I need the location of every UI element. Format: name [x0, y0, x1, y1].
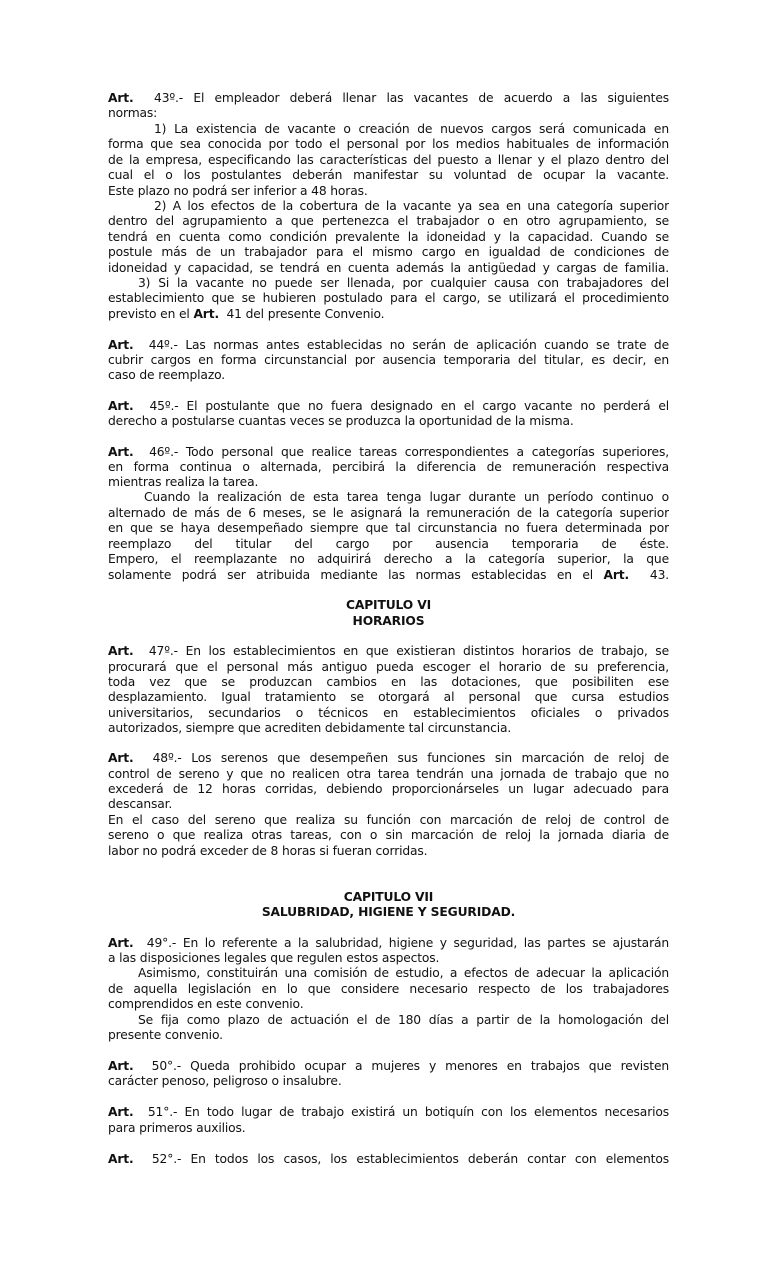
art-number: 48º.- — [152, 751, 182, 765]
art-47-line: autorizados, siempre que acrediten debidamente tal circunstancia. — [108, 721, 512, 735]
art-43-line: establecimiento que se hubieren postulado para el cargo, se utilizará el procedimiento — [108, 291, 669, 305]
art-49-line: Asimismo, constituirán una comisión de estudio, a efectos de adecuar la aplicación — [138, 966, 669, 980]
art-43-line: dentro del agrupamiento a que pertenezca el trabajador o en otro agrupamiento, se — [108, 214, 669, 228]
art-47-line: procurará que el personal más antiguo pueda escoger el horario de su preferencia, — [108, 660, 669, 674]
art-label: Art. — [108, 445, 134, 459]
art-ref: Art. — [603, 568, 629, 582]
art-48-line: En el caso del sereno que realiza su función con marcación de reloj de control de — [108, 813, 669, 827]
art-46-line: en forma continua o alternada, percibirá la diferencia de remuneración respectiva — [108, 460, 669, 474]
art-43-line: postule más de un trabajador para el mismo cargo en igualdad de condiciones de — [108, 245, 669, 259]
art-49-line: comprendidos en este convenio. — [108, 997, 304, 1011]
art-49-line: Se fija como plazo de actuación el de 180 días a partir de la homologación del — [138, 1013, 669, 1027]
art-43-line: idoneidad y capacidad, se tendrá en cuenta además la antigüedad y cargas de familia. — [108, 261, 669, 275]
text: En todos los casos, los establecimientos deberán contar con elementos — [190, 1152, 669, 1166]
chapter-title: CAPITULO VI — [345, 598, 432, 612]
art-48-line: control de sereno y que no realicen otra tarea tendrán una jornada de trabajo que no — [108, 767, 669, 781]
art-number: 52°.- — [151, 1152, 182, 1166]
art-number: 45º.- — [149, 399, 179, 413]
text: El postulante que no fuera designado en el cargo vacante no perderá el — [186, 399, 669, 413]
art-50-line — [108, 1059, 669, 1074]
text: 43. — [649, 568, 669, 582]
art-43-line — [108, 91, 669, 106]
art-46-line: mientras realiza la tarea. — [108, 475, 259, 489]
art-46-line — [108, 445, 669, 460]
art-46-line: en que se haya desempeñado siempre que tal circunstancia no fuera determinada por — [108, 521, 669, 535]
art-48-line: labor no podrá exceder de 8 horas si fueran corridas. — [108, 844, 428, 858]
art-47-line — [108, 644, 669, 659]
art-47-line: toda vez que se produzcan cambios en las dotaciones, que posibiliten ese — [108, 675, 669, 689]
art-label: Art. — [108, 751, 134, 765]
art-46-line: reemplazo del titular del cargo por ausencia temporaria de éste. — [108, 537, 669, 551]
art-48-line: descansar. — [108, 797, 173, 811]
art-51-line: para primeros auxilios. — [108, 1121, 246, 1135]
art-49-line: presente convenio. — [108, 1028, 223, 1042]
art-43-line: forma que sea conocida por todo el personal por los medios habituales de información — [108, 137, 669, 151]
art-43-line — [108, 307, 669, 322]
art-49-line: a las disposiciones legales que regulen estos aspectos. — [108, 951, 440, 965]
art-52-line — [108, 1152, 669, 1167]
art-ref: Art. — [193, 307, 219, 321]
art-43-line: cual el o los postulantes deberán manifestar su voluntad de ocupar la vacante. — [108, 168, 669, 182]
art-48-line: excederá de 12 horas corridas, debiendo proporcionárseles un lugar adecuado para — [108, 782, 669, 796]
art-45-line — [108, 399, 669, 414]
chapter-subtitle: SALUBRIDAD, HIGIENE Y SEGURIDAD. — [261, 905, 516, 919]
art-number: 51°.- — [147, 1105, 178, 1119]
art-51-line — [108, 1105, 669, 1120]
chapter-title: CAPITULO VII — [343, 890, 434, 904]
art-45-line: derecho a postularse cuantas veces se produzca la oportunidad de la misma. — [108, 414, 574, 428]
art-number: 43º.- — [154, 91, 184, 105]
art-43-line: normas: — [108, 106, 158, 120]
art-43-line: 3) Si la vacante no puede ser llenada, por cualquier causa con trabajadores del — [138, 276, 669, 290]
art-label: Art. — [108, 1059, 134, 1073]
art-46-line: Empero, el reemplazante no adquirirá derecho a la categoría superior, la que — [108, 552, 669, 566]
art-49-line — [108, 936, 669, 951]
art-50-line: carácter penoso, peligroso o insalubre. — [108, 1074, 342, 1088]
art-label: Art. — [108, 399, 134, 413]
art-47-line: desplazamiento. Igual tratamiento se otorgará al personal que cursa estudios — [108, 690, 669, 704]
art-47-line: universitarios, secundarios o técnicos en establecimientos oficiales o privados — [108, 706, 669, 720]
art-43-line: 2) A los efectos de la cobertura de la vacante ya sea en una categoría superior — [154, 199, 669, 213]
chapter-subtitle: HORARIOS — [352, 614, 425, 628]
text: 41 del presente Convenio. — [226, 307, 385, 321]
art-48-line: sereno o que realiza otras tareas, con o sin marcación de reloj la jornada diaria de — [108, 828, 669, 842]
art-label: Art. — [108, 1105, 134, 1119]
text: solamente podrá ser atribuida mediante las normas establecidas en el — [108, 568, 594, 582]
art-43-line: tendrá en cuenta como condición prevalente la idoneidad y la capacidad. Cuando se — [108, 230, 669, 244]
art-label: Art. — [108, 1152, 134, 1166]
art-label: Art. — [108, 644, 134, 658]
art-48-line — [108, 751, 669, 766]
text: El empleador deberá llenar las vacantes de acuerdo a las siguientes — [193, 91, 669, 105]
art-46-line: alternado de más de 6 meses, se le asignará la remuneración de la categoría superior — [108, 506, 669, 520]
art-49-line: de aquella legislación en lo que considere necesario respecto de los trabajadores — [108, 982, 669, 996]
text: Los serenos que desempeñen sus funciones sin marcación de reloj de — [191, 751, 669, 765]
text: En lo referente a la salubridad, higiene y seguridad, las partes se ajustarán — [182, 936, 669, 950]
art-label: Art. — [108, 91, 134, 105]
art-number: 46º.- — [149, 445, 179, 459]
art-46-line — [108, 568, 669, 583]
text: Queda prohibido ocupar a mujeres y menores en trabajos que revisten — [190, 1059, 669, 1073]
text: Todo personal que realice tareas correspondientes a categorías superiores, — [185, 445, 669, 459]
art-43-line: Este plazo no podrá ser inferior a 48 horas. — [108, 184, 368, 198]
art-number: 44º.- — [148, 338, 178, 352]
art-44-line — [108, 338, 669, 353]
art-44-line: caso de reemplazo. — [108, 368, 226, 382]
art-label: Art. — [108, 338, 134, 352]
art-number: 47º.- — [148, 644, 178, 658]
art-label: Art. — [108, 936, 134, 950]
art-43-line: de la empresa, especificando las características del puesto a llenar y el plazo dentro del — [108, 153, 669, 167]
text: En los establecimientos en que existieran distintos horarios de trabajo, se — [185, 644, 669, 658]
text: En todo lugar de trabajo existirá un botiquín con los elementos necesarios — [184, 1105, 669, 1119]
text: previsto en el — [108, 307, 190, 321]
art-number: 49°.- — [146, 936, 177, 950]
text: Las normas antes establecidas no serán de aplicación cuando se trate de — [185, 338, 669, 352]
art-43-line: 1) La existencia de vacante o creación de nuevos cargos será comunicada en — [154, 122, 669, 136]
art-44-line: cubrir cargos en forma circunstancial por ausencia temporaria del titular, es decir, en — [108, 353, 669, 367]
art-46-line: Cuando la realización de esta tarea tenga lugar durante un período continuo o — [144, 490, 669, 504]
art-number: 50°.- — [151, 1059, 182, 1073]
